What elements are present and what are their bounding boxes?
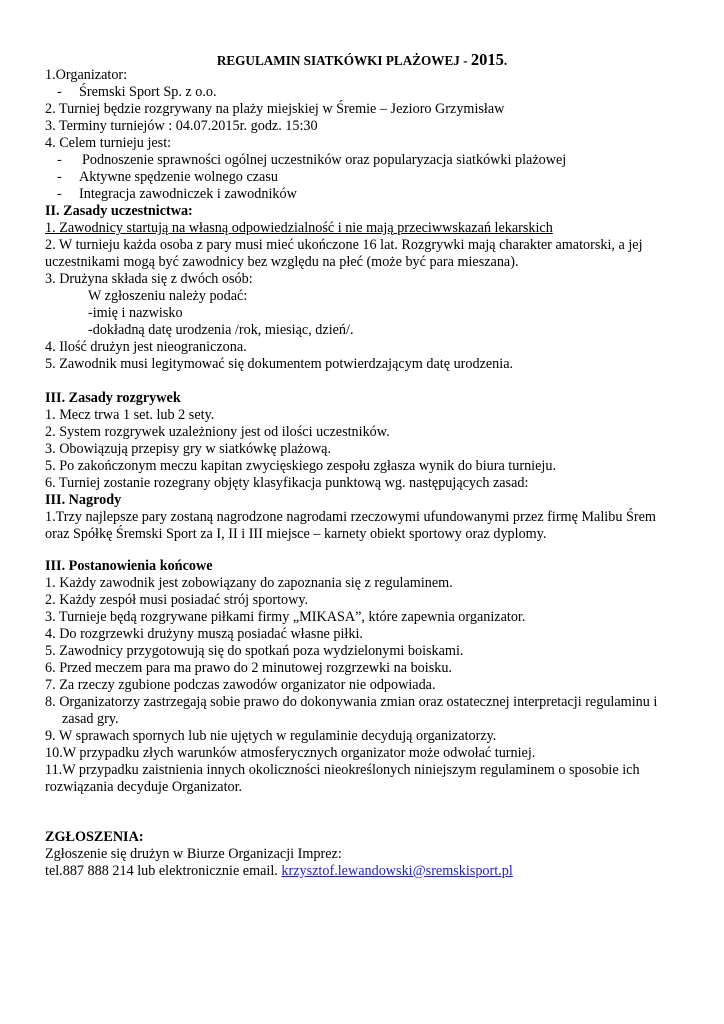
- final-item: 6. Przed meczem para ma prawo do 2 minutowej rozgrzewki na boisku.: [45, 660, 452, 676]
- email-link[interactable]: krzysztof.lewandowski@sremskisport.pl: [281, 863, 513, 879]
- organizer-heading: 1.Organizator:: [45, 67, 128, 83]
- registration-line: Zgłoszenie się drużyn w Biurze Organizacji Imprez:: [45, 846, 342, 862]
- rules-heading: III. Zasady rozgrywek: [45, 390, 181, 406]
- organizer-dash: -: [57, 84, 62, 100]
- final-item: 10.W przypadku złych warunków atmosferycznych organizator może odwołać turniej.: [45, 745, 536, 761]
- participation-item: 1. Zawodnicy startują na własną odpowiedzialność i nie mają przeciwwskazań lekarskich: [45, 220, 553, 236]
- goal-item: Integracja zawodniczek i zawodników: [79, 186, 297, 202]
- registration-phone: tel.887 888 214 lub elektronicznie email.: [45, 863, 282, 879]
- final-item: 7. Za rzeczy zgubione podczas zawodów organizator nie odpowiada.: [45, 677, 436, 693]
- goal-dash: -: [57, 152, 62, 168]
- title-year: 2015: [470, 50, 504, 69]
- participation-item: 4. Ilość drużyn jest nieograniczona.: [45, 339, 247, 355]
- participation-subitem: -imię i nazwisko: [88, 305, 183, 321]
- dates-line: 3. Terminy turniejów : 04.07.2015r. godz. 15:30: [45, 118, 318, 134]
- goal-dash: -: [57, 186, 62, 202]
- goal-item: Aktywne spędzenie wolnego czasu: [79, 169, 278, 185]
- final-item-continuation: zasad gry.: [62, 711, 119, 727]
- final-item: 1. Każdy zawodnik jest zobowiązany do zapoznania się z regulaminem.: [45, 575, 453, 591]
- final-item: 4. Do rozgrzewki drużyny muszą posiadać własne piłki.: [45, 626, 363, 642]
- organizer-name: Śremski Sport Sp. z o.o.: [79, 84, 217, 100]
- rules-item: 1. Mecz trwa 1 set. lub 2 sety.: [45, 407, 215, 423]
- final-item: 2. Każdy zespół musi posiadać strój sportowy.: [45, 592, 309, 608]
- final-item: 3. Turnieje będą rozgrywane piłkami firmy „MIKASA”, które zapewnia organizator.: [45, 609, 526, 625]
- rules-item: 5. Po zakończonym meczu kapitan zwycięskiego zespołu zgłasza wynik do biura turnieju.: [45, 458, 556, 474]
- prizes-heading: III. Nagrody: [45, 492, 122, 508]
- registration-heading: ZGŁOSZENIA:: [45, 829, 144, 845]
- final-heading: III. Postanowienia końcowe: [45, 558, 213, 574]
- rules-item: 2. System rozgrywek uzależniony jest od ilości uczestników.: [45, 424, 390, 440]
- participation-item: 2. W turnieju każda osoba z pary musi mieć ukończone 16 lat. Rozgrywki mają charakter amatorski, a jej: [45, 237, 643, 253]
- participation-item: 5. Zawodnik musi legitymować się dokumentem potwierdzającym datę urodzenia.: [45, 356, 514, 372]
- goal-heading: 4. Celem turnieju jest:: [45, 135, 172, 151]
- participation-subitem: -dokładną datę urodzenia /rok, miesiąc, dzień/.: [88, 322, 354, 338]
- rules-item: 6. Turniej zostanie rozegrany objęty klasyfikacja punktową wg. następujących zasad:: [45, 475, 529, 491]
- prizes-line: oraz Spółkę Śremski Sport za I, II i III miejsce – karnety obiekt sportowy oraz dyplomy.: [45, 526, 547, 542]
- registration-contact: [45, 863, 513, 880]
- goal-item: Podnoszenie sprawności ogólnej uczestników oraz popularyzacja siatkówki plażowej: [82, 152, 567, 168]
- final-item-continuation: rozwiązania decyduje Organizator.: [45, 779, 243, 795]
- participation-item: 3. Drużyna składa się z dwóch osób:: [45, 271, 253, 287]
- participation-item: uczestnikami mogą być zawodnicy bez względu na płeć (może być para mieszana).: [45, 254, 519, 270]
- final-item: 11.W przypadku zaistnienia innych okoliczności nieokreślonych niniejszym regulaminem o sposobie ich: [45, 762, 640, 778]
- participation-heading: II. Zasady uczestnictwa:: [45, 203, 193, 219]
- rules-item: 3. Obowiązują przepisy gry w siatkówkę plażową.: [45, 441, 332, 457]
- final-item: 9. W sprawach spornych lub nie ujętych w regulaminie decydują organizatorzy.: [45, 728, 497, 744]
- goal-dash: -: [57, 169, 62, 185]
- prizes-line: 1.Trzy najlepsze pary zostaną nagrodzone nagrodami rzeczowymi ufundowanymi przez firmę Malibu Śrem: [45, 509, 656, 525]
- title-dot: .: [503, 53, 508, 68]
- location-line: 2. Turniej będzie rozgrywany na plaży miejskiej w Śremie – Jezioro Grzymisław: [45, 101, 505, 117]
- title-text: REGULAMIN SIATKÓWKI PLAŻOWEJ -: [216, 53, 471, 68]
- final-item: 5. Zawodnicy przygotowują się do spotkań poza wydzielonymi boiskami.: [45, 643, 464, 659]
- participation-subitem: W zgłoszeniu należy podać:: [88, 288, 248, 304]
- final-item: 8. Organizatorzy zastrzegają sobie prawo do dokonywania zmian oraz ostatecznej interpretacji regulaminu i: [45, 694, 658, 710]
